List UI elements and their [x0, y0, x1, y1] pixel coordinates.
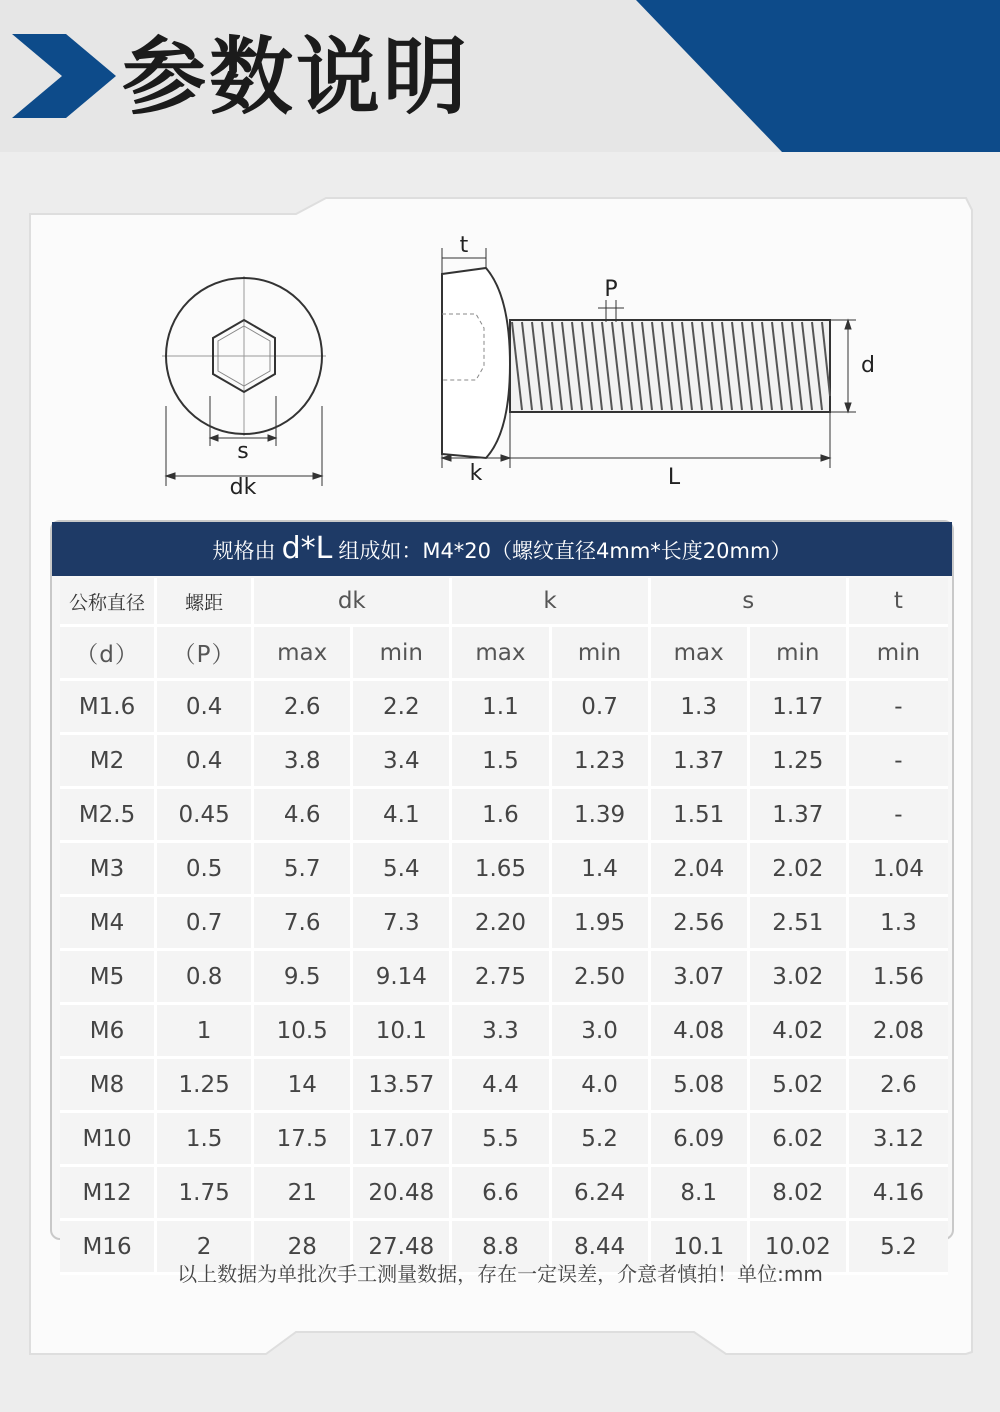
table-cell: M4 — [60, 897, 157, 951]
label-s: s — [237, 439, 249, 464]
measurement-note: 以上数据为单批次手工测量数据，存在一定误差，介意者慎拍！单位:mm — [177, 1262, 823, 1286]
table-cell: 0.5 — [157, 843, 254, 897]
banner-prefix: 规格由 — [212, 539, 276, 563]
table-cell: 8.8 — [452, 1221, 551, 1275]
table-cell: 21 — [254, 1167, 353, 1221]
header-sub-s-min: min — [750, 627, 849, 681]
spec-banner — [52, 522, 952, 576]
table-cell: M12 — [60, 1167, 157, 1221]
page-title: 参数说明 — [122, 28, 471, 126]
table-cell: 27.48 — [353, 1221, 452, 1275]
table-row — [60, 1059, 948, 1113]
table-cell: 3.4 — [353, 735, 452, 789]
table-cell: 5.02 — [750, 1059, 849, 1113]
label-l: L — [667, 465, 681, 490]
page-header — [0, 0, 1000, 152]
header-group-k: k — [452, 578, 650, 627]
header-pitch-symbol: （P） — [157, 627, 254, 681]
spec-table — [60, 578, 948, 1275]
header-group-t: t — [849, 578, 948, 627]
table-cell: 3.8 — [254, 735, 353, 789]
table-cell: 1.95 — [552, 897, 651, 951]
table-cell: M16 — [60, 1221, 157, 1275]
table-cell: 5.08 — [651, 1059, 750, 1113]
table-cell: 2.51 — [750, 897, 849, 951]
table-cell: 10.5 — [254, 1005, 353, 1059]
spec-table-panel — [50, 520, 954, 1260]
table-cell: 1 — [157, 1005, 254, 1059]
table-row — [60, 681, 948, 735]
table-cell: 0.4 — [157, 735, 254, 789]
table-cell: 1.25 — [750, 735, 849, 789]
table-cell: 1.17 — [750, 681, 849, 735]
table-cell: 1.37 — [750, 789, 849, 843]
header-sub-k-max: max — [452, 627, 551, 681]
table-cell: 1.39 — [552, 789, 651, 843]
table-cell: 2.20 — [452, 897, 551, 951]
table-cell: 5.4 — [353, 843, 452, 897]
table-cell: 7.3 — [353, 897, 452, 951]
table-row — [60, 1005, 948, 1059]
table-cell: 6.02 — [750, 1113, 849, 1167]
table-cell: 1.5 — [452, 735, 551, 789]
table-cell: 1.04 — [849, 843, 948, 897]
label-p: P — [604, 277, 618, 302]
header-group-s: s — [651, 578, 849, 627]
table-cell: 0.45 — [157, 789, 254, 843]
table-cell: 4.1 — [353, 789, 452, 843]
table-cell: 1.5 — [157, 1113, 254, 1167]
table-row — [60, 951, 948, 1005]
table-row — [60, 1167, 948, 1221]
table-cell: 4.4 — [452, 1059, 551, 1113]
table-cell: M10 — [60, 1113, 157, 1167]
table-cell: 2.50 — [552, 951, 651, 1005]
table-cell: 2.02 — [750, 843, 849, 897]
spec-card — [26, 196, 974, 1356]
table-cell: 1.1 — [452, 681, 551, 735]
table-cell: 5.7 — [254, 843, 353, 897]
table-cell: 20.48 — [353, 1167, 452, 1221]
table-cell: 4.08 — [651, 1005, 750, 1059]
table-cell: 1.65 — [452, 843, 551, 897]
table-cell: 3.3 — [452, 1005, 551, 1059]
header-sub-t-min: min — [849, 627, 948, 681]
table-cell: 1.51 — [651, 789, 750, 843]
table-cell: 1.3 — [651, 681, 750, 735]
banner-formula: d*L — [281, 531, 333, 566]
table-cell: 8.44 — [552, 1221, 651, 1275]
table-cell: M1.6 — [60, 681, 157, 735]
table-cell: - — [849, 735, 948, 789]
table-cell: 0.7 — [552, 681, 651, 735]
table-cell: 3.0 — [552, 1005, 651, 1059]
table-cell: 17.5 — [254, 1113, 353, 1167]
table-cell: 9.5 — [254, 951, 353, 1005]
table-cell: 1.6 — [452, 789, 551, 843]
label-dk: dk — [229, 475, 257, 500]
table-cell: 1.37 — [651, 735, 750, 789]
banner-suffix: 组成如：M4*20（螺纹直径4mm*长度20mm） — [338, 539, 792, 563]
label-k: k — [469, 461, 483, 486]
table-cell: 1.23 — [552, 735, 651, 789]
table-cell: 7.6 — [254, 897, 353, 951]
header-sub-s-max: max — [651, 627, 750, 681]
table-cell: 8.1 — [651, 1167, 750, 1221]
table-row — [60, 789, 948, 843]
table-cell: 5.2 — [552, 1113, 651, 1167]
table-cell: M8 — [60, 1059, 157, 1113]
table-cell: 2.04 — [651, 843, 750, 897]
table-cell: 0.8 — [157, 951, 254, 1005]
table-cell: 5.2 — [849, 1221, 948, 1275]
table-cell: 0.4 — [157, 681, 254, 735]
table-cell: M2.5 — [60, 789, 157, 843]
table-cell: 4.02 — [750, 1005, 849, 1059]
table-row — [60, 843, 948, 897]
table-cell: 10.02 — [750, 1221, 849, 1275]
table-row — [60, 735, 948, 789]
table-cell: 9.14 — [353, 951, 452, 1005]
table-cell: 1.3 — [849, 897, 948, 951]
table-cell: 2.6 — [849, 1059, 948, 1113]
table-cell: 2.2 — [353, 681, 452, 735]
header-pitch: 螺距 — [157, 578, 254, 627]
header-sub-k-min: min — [552, 627, 651, 681]
header-nominal: 公称直径 — [60, 578, 157, 627]
table-cell: 8.02 — [750, 1167, 849, 1221]
table-row — [60, 1113, 948, 1167]
table-cell: 6.09 — [651, 1113, 750, 1167]
table-cell: 2.6 — [254, 681, 353, 735]
header-sub-dk-max: max — [254, 627, 353, 681]
table-cell: M3 — [60, 843, 157, 897]
table-cell: 2 — [157, 1221, 254, 1275]
table-cell: 10.1 — [353, 1005, 452, 1059]
table-cell: 1.75 — [157, 1167, 254, 1221]
label-t: t — [459, 233, 469, 258]
screw-dimension-diagram — [26, 196, 974, 516]
header-group-dk: dk — [254, 578, 452, 627]
table-cell: - — [849, 681, 948, 735]
table-cell: 3.07 — [651, 951, 750, 1005]
table-cell: 6.24 — [552, 1167, 651, 1221]
table-cell: 2.75 — [452, 951, 551, 1005]
table-row — [60, 897, 948, 951]
table-cell: M6 — [60, 1005, 157, 1059]
table-cell: 10.1 — [651, 1221, 750, 1275]
table-cell: 1.4 — [552, 843, 651, 897]
table-cell: 6.6 — [452, 1167, 551, 1221]
table-cell: - — [849, 789, 948, 843]
table-cell: 17.07 — [353, 1113, 452, 1167]
table-cell: 1.56 — [849, 951, 948, 1005]
table-cell: 3.02 — [750, 951, 849, 1005]
screw-side-view — [442, 248, 856, 468]
header-nominal-symbol: （d） — [60, 627, 157, 681]
table-cell: 3.12 — [849, 1113, 948, 1167]
table-cell: 13.57 — [353, 1059, 452, 1113]
chevron-right-icon — [12, 34, 116, 118]
table-cell: M2 — [60, 735, 157, 789]
label-d: d — [861, 353, 875, 378]
table-cell: 0.7 — [157, 897, 254, 951]
table-cell: M5 — [60, 951, 157, 1005]
table-cell: 28 — [254, 1221, 353, 1275]
table-cell: 14 — [254, 1059, 353, 1113]
table-cell: 2.08 — [849, 1005, 948, 1059]
table-header-row-1 — [60, 578, 948, 627]
table-header-row-2 — [60, 627, 948, 681]
header-sub-dk-min: min — [353, 627, 452, 681]
table-cell: 4.0 — [552, 1059, 651, 1113]
table-cell: 2.56 — [651, 897, 750, 951]
table-cell: 1.25 — [157, 1059, 254, 1113]
table-cell: 4.6 — [254, 789, 353, 843]
table-cell: 4.16 — [849, 1167, 948, 1221]
table-cell: 5.5 — [452, 1113, 551, 1167]
